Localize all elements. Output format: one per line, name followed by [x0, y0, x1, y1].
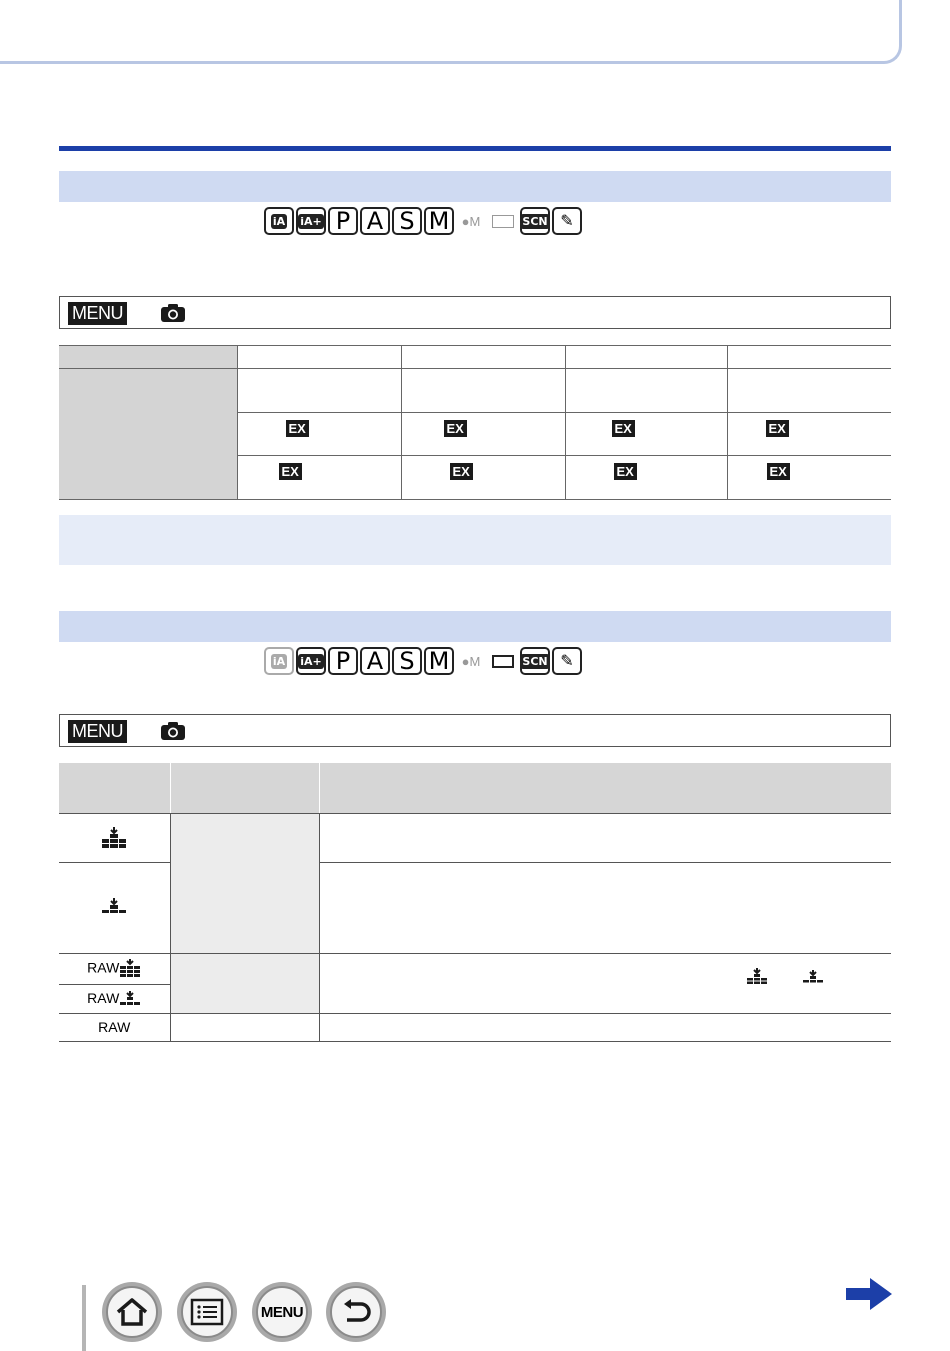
section-heading-bar: [59, 171, 891, 202]
table-cell: [401, 413, 565, 456]
header-tab-frame: [0, 0, 902, 64]
mode-a-icon: A: [360, 647, 390, 675]
description-cell: [319, 813, 891, 862]
title-rule: [59, 146, 891, 151]
type-cell: [170, 813, 319, 953]
mode-ia-icon: iA: [264, 647, 294, 675]
table-header-cell: [59, 346, 237, 369]
mode-s-icon: S: [392, 647, 422, 675]
quality-icon-cell: [59, 953, 170, 984]
table-row: [59, 1013, 891, 1041]
mode-panorama-icon: [488, 647, 518, 675]
quality-table: [59, 763, 891, 1042]
settings-table: [59, 345, 891, 500]
mode-m-icon: M: [424, 647, 454, 675]
raw-standard-icon: [119, 991, 141, 1007]
table-cell: [727, 456, 891, 500]
table-cell: [401, 456, 565, 500]
table-header-cell: [565, 346, 727, 369]
extended-zoom-badge: EX: [612, 420, 635, 437]
mode-creative-icon: ✎: [552, 647, 582, 675]
table-cell: [237, 369, 401, 413]
table-header-cell: [59, 763, 170, 813]
table-row: [59, 953, 891, 984]
table-header-cell: [170, 763, 319, 813]
extended-zoom-badge: EX: [767, 463, 790, 480]
table-header-cell: [727, 346, 891, 369]
table-header-cell: [401, 346, 565, 369]
table-cell: [565, 413, 727, 456]
table-header-cell: [319, 763, 891, 813]
extended-zoom-badge: EX: [450, 463, 473, 480]
camera-icon: [160, 721, 186, 741]
mode-scn-icon: SCN: [520, 647, 550, 675]
quality-icon-cell: [59, 862, 170, 953]
next-arrow-icon[interactable]: [846, 1278, 892, 1310]
raw-fine-icon: [119, 959, 141, 979]
menu-button[interactable]: [252, 1282, 312, 1342]
mode-panorama-icon: [488, 207, 518, 235]
contents-button[interactable]: [177, 1282, 237, 1342]
quality-standard-icon: [100, 898, 128, 916]
list-icon: [190, 1298, 224, 1326]
quality-icon-cell: [59, 1013, 170, 1041]
extended-zoom-badge: EX: [279, 463, 302, 480]
menu-badge: MENU: [68, 720, 127, 743]
table-cell: [565, 456, 727, 500]
quality-fine-icon: [746, 968, 768, 984]
menu-path-bar: [59, 296, 891, 329]
applicable-modes: [264, 646, 582, 676]
table-header-row: [59, 763, 891, 813]
section-heading-bar: [59, 611, 891, 642]
mode-a-icon: A: [360, 207, 390, 235]
camera-icon: [160, 303, 186, 323]
table-cell: [237, 413, 401, 456]
table-cell: [401, 369, 565, 413]
quality-icon-cell: [59, 813, 170, 862]
extended-zoom-badge: EX: [286, 420, 309, 437]
raw-label: RAW: [87, 989, 120, 1006]
table-cell: [727, 369, 891, 413]
menu-path-bar: [59, 714, 891, 747]
footer-divider: [82, 1285, 86, 1351]
description-cell: [319, 953, 891, 1013]
mode-creative-icon: ✎: [552, 207, 582, 235]
mode-scn-icon: SCN: [520, 207, 550, 235]
quality-icon-cell: [59, 984, 170, 1013]
applicable-modes: [264, 206, 582, 236]
note-box: [59, 515, 891, 565]
home-button[interactable]: [102, 1282, 162, 1342]
mode-p-icon: P: [328, 647, 358, 675]
table-header-cell: [237, 346, 401, 369]
raw-only-icon: RAW: [98, 1019, 131, 1035]
menu-badge: MENU: [68, 302, 127, 325]
extended-zoom-badge: EX: [614, 463, 637, 480]
type-cell: [170, 1013, 319, 1041]
quality-standard-icon: [802, 970, 824, 983]
mode-ia-icon: iA: [264, 207, 294, 235]
table-cell: [565, 369, 727, 413]
description-cell: [319, 862, 891, 953]
extended-zoom-badge: EX: [766, 420, 789, 437]
table-cell: [727, 413, 891, 456]
home-icon: [115, 1297, 149, 1327]
row-label-cell: [59, 369, 237, 500]
description-cell: [319, 1013, 891, 1041]
mode-p-icon: P: [328, 207, 358, 235]
table-header-row: [59, 346, 891, 369]
mode-s-icon: S: [392, 207, 422, 235]
raw-label: RAW: [87, 959, 120, 976]
mode-m-icon: M: [424, 207, 454, 235]
mode-ia-plus-icon: iA+: [296, 647, 326, 675]
mode-movie-m-icon: ●M: [461, 653, 481, 669]
mode-ia-plus-icon: iA+: [296, 207, 326, 235]
quality-fine-icon: [100, 827, 128, 849]
back-button[interactable]: [326, 1282, 386, 1342]
table-row: [59, 813, 891, 862]
table-row: [59, 369, 891, 413]
extended-zoom-badge: EX: [444, 420, 467, 437]
back-arrow-icon: [339, 1298, 373, 1326]
type-cell: [170, 953, 319, 1013]
table-cell: [237, 456, 401, 500]
mode-movie-m-icon: ●M: [461, 213, 481, 229]
menu-button-label: MENU: [260, 1303, 304, 1321]
